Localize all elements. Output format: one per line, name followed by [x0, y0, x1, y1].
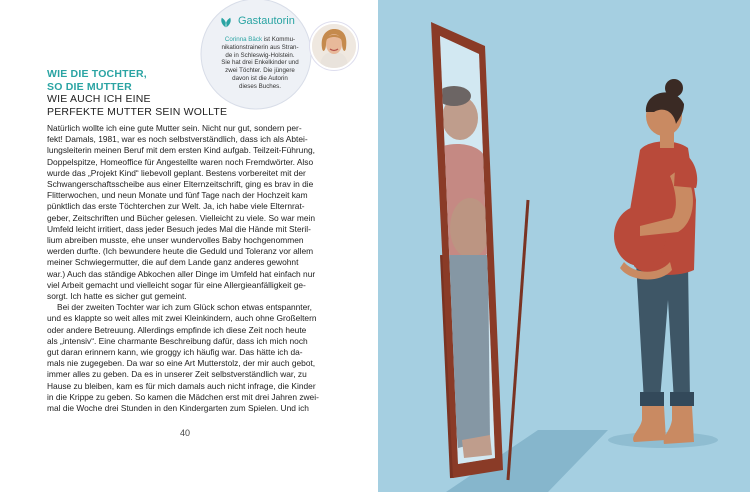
text-line: Natürlich wollte ich eine gute Mutter sein. Nicht nur gut, sondern per- [47, 123, 302, 133]
guest-author-name: Corinna Bäck [224, 36, 263, 43]
text-line: fekt! Damals, 1981, war es noch selbstverständlich, dass ich als Abtei- [47, 134, 308, 145]
text-line: Hause zu bleiben, kam es für mich damals auch nicht infrage, die Kinder [47, 380, 316, 391]
jeans [636, 262, 690, 402]
text-line: war.) Auch das ständige Abkochen aller Dinge im Umfeld hat einfach nur [47, 268, 316, 279]
text-line: Bei der zweiten Tochter war ich zum Glück schon etwas entspannter, [57, 302, 312, 313]
guest-bio-line: de in Schleswig-Holstein. [225, 51, 295, 59]
article-body [47, 123, 352, 414]
text-line: sorgt. Ich hatte es sicher gut gemeint. [47, 291, 187, 302]
paragraph [47, 123, 352, 302]
guest-bio-line: nikationstrainerin aus Stran- [221, 43, 299, 51]
foot [633, 406, 666, 442]
text-line: pünktlich das erste Töchterchen zur Welt. Ja, ich habe viele Elternrat- [47, 201, 305, 212]
text-line: meiner Schwiegermutter, die auf dem Lande ganz anderes gewohnt [47, 257, 299, 268]
woman-figure [614, 79, 697, 444]
guest-bio-line: Sie hat drei Enkelkinder und [221, 59, 299, 67]
text-line: lium abreiben musste, ehe unser wundervolles Baby hochgenommen [47, 235, 304, 246]
text-line: geber, Zeitschriften und Bücher gelesen. Vielleicht zu viele. So war mein [47, 212, 315, 223]
text-line: in die Krippe zu geben. So kamen die Mädchen erst mit drei Jahren zwei- [47, 391, 319, 402]
text-line: als „intensiv“. Eine charmante Beschreibung dafür, dass ich mich noch [47, 335, 308, 346]
text-line: viel Arbeit gemacht und vielleicht sogar für eine Allergieanfälligkeit ge- [47, 279, 306, 290]
guest-author-title: Gastautorin [238, 15, 295, 27]
mirror-illustration [378, 0, 750, 492]
page-number: 40 [180, 428, 191, 438]
flower-icon [219, 15, 233, 29]
heading-line: SO DIE MUTTER [47, 80, 132, 93]
text-line: mals nie zugegeben. Da war so eine Art Mutterstolz, der mir auch gebot, [47, 358, 316, 369]
foot [664, 406, 694, 444]
text-line: Umfeld leicht irritiert, dass jeder Besuch jedes Mal die Hände mit Steril- [47, 223, 311, 234]
paragraph [47, 302, 352, 414]
guest-author-photo [310, 22, 358, 70]
mirror-leg [508, 200, 528, 480]
text-line: lungsleiterin meinen Beruf mit dem ersten Kind aufgab. Teilzeit-Führung, [47, 145, 315, 156]
hair-bun [665, 79, 683, 97]
guest-bio-line: zwei Töchter. Die jüngere [225, 67, 295, 75]
heading-subtitle-line: WIE AUCH ICH EINE [47, 93, 151, 105]
heading-line: WIE DIE TOCHTER, [47, 68, 147, 80]
guest-bio-line: dieses Buches. [239, 82, 281, 90]
heading-subtitle-line: PERFEKTE MUTTER SEIN WOLLTE [47, 105, 228, 118]
text-line: Flitterwochen, und neun Monate und fünf Tage nach der Hochzeit kam [47, 190, 308, 201]
guest-bio-line: davon ist die Autorin [232, 74, 288, 82]
text-line: Schwangerschaftsscheibe aus einer Elternzeitschrift, ging es brav in die [47, 179, 314, 190]
text-line: mal die Woche drei Stunden in den Kindergarten zum Spielen. Und ich [47, 403, 309, 414]
text-line: Doppelspitze, Homeoffice für Angestellte waren noch Fremdwörter. Also [47, 156, 314, 167]
text-line: und es klappte so weit alles mit zwei Kleinkindern, auch ohne Großeltern [47, 313, 317, 324]
article-heading [47, 68, 297, 118]
text-line: immer alles zu geben. Da es in unserer Zeit selbstverständlich war, zu [47, 369, 307, 380]
guest-bio-line: ist Kommu- [263, 36, 296, 43]
text-line: gut daran erinnern kann, wie groggy ich häufig war. Das hätte ich da- [47, 347, 303, 358]
text-line: oder andere Betreuung. Allerdings empfinde ich diese Zeit noch heute [47, 324, 307, 335]
text-line: wurde das „Projekt Kind“ liebevoll geplant. Bestens vorbereitet mit der [47, 167, 306, 178]
illustration-page [378, 0, 750, 492]
text-line: werden durfte. (Ich bewundere heute die Geduld und Toleranz vor allem [47, 246, 314, 257]
